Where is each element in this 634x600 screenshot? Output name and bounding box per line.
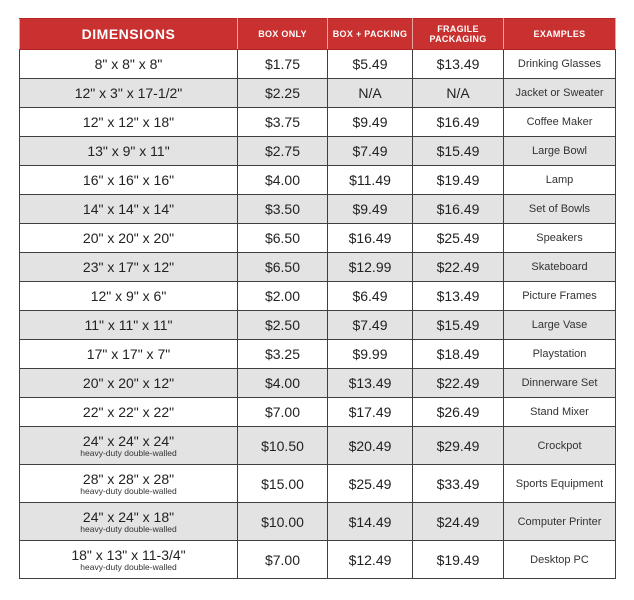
fragile-packaging-price: N/A (413, 79, 504, 108)
table-row (20, 195, 616, 224)
fragile-packaging-price: $15.49 (413, 311, 504, 340)
box-only-price: $4.00 (238, 166, 328, 195)
box-only-price: $4.00 (238, 369, 328, 398)
example-item: Skateboard (504, 253, 616, 282)
dimensions-cell (20, 253, 238, 282)
table-body (20, 50, 616, 579)
fragile-packaging-price: $33.49 (413, 465, 504, 503)
dimensions-text: 12" x 9" x 6" (90, 287, 167, 304)
dimensions-text: 24" x 24" x 24" (82, 432, 175, 449)
table-row (20, 427, 616, 465)
box-packing-price: $9.49 (328, 108, 413, 137)
table-row (20, 369, 616, 398)
fragile-packaging-price: $13.49 (413, 282, 504, 311)
box-only-price: $10.00 (238, 503, 328, 541)
dimensions-text: 16" x 16" x 16" (82, 171, 175, 188)
box-only-price: $7.00 (238, 398, 328, 427)
fragile-packaging-price: $25.49 (413, 224, 504, 253)
box-packing-price: $25.49 (328, 465, 413, 503)
box-only-price: $2.50 (238, 311, 328, 340)
dimensions-text: 12" x 3" x 17-1/2" (74, 84, 183, 101)
box-only-price: $7.00 (238, 541, 328, 579)
box-only-price: $2.00 (238, 282, 328, 311)
dimensions-text: 20" x 20" x 20" (82, 229, 175, 246)
example-item: Picture Frames (504, 282, 616, 311)
example-item: Large Vase (504, 311, 616, 340)
dimensions-text: 11" x 11" x 11" (84, 316, 173, 333)
box-packing-price: $20.49 (328, 427, 413, 465)
table-row (20, 465, 616, 503)
box-only-price: $3.50 (238, 195, 328, 224)
table-header-row (20, 19, 616, 50)
box-packing-price: $9.99 (328, 340, 413, 369)
dimensions-cell (20, 195, 238, 224)
table-row (20, 340, 616, 369)
table-row (20, 108, 616, 137)
box-packing-price: $17.49 (328, 398, 413, 427)
dimensions-note: heavy-duty double-walled (80, 523, 177, 534)
dimensions-cell (20, 369, 238, 398)
table-row (20, 137, 616, 166)
dimensions-cell (20, 282, 238, 311)
example-item: Sports Equipment (504, 465, 616, 503)
example-item: Large Bowl (504, 137, 616, 166)
header-dimensions: DIMENSIONS (20, 19, 238, 50)
dimensions-text: 23" x 17" x 12" (82, 258, 175, 275)
dimensions-cell (20, 340, 238, 369)
example-item: Desktop PC (504, 541, 616, 579)
fragile-packaging-price: $16.49 (413, 108, 504, 137)
box-only-price: $3.75 (238, 108, 328, 137)
box-only-price: $6.50 (238, 224, 328, 253)
table-row (20, 253, 616, 282)
box-packing-price: $13.49 (328, 369, 413, 398)
example-item: Jacket or Sweater (504, 79, 616, 108)
dimensions-text: 24" x 24" x 18" (82, 508, 175, 525)
fragile-packaging-price: $18.49 (413, 340, 504, 369)
box-packing-price: $11.49 (328, 166, 413, 195)
example-item: Set of Bowls (504, 195, 616, 224)
fragile-packaging-price: $19.49 (413, 166, 504, 195)
box-packing-price: $7.49 (328, 137, 413, 166)
dimensions-cell (20, 79, 238, 108)
dimensions-cell (20, 224, 238, 253)
box-only-price: $1.75 (238, 50, 328, 79)
box-only-price: $15.00 (238, 465, 328, 503)
header-box-only: BOX ONLY (238, 19, 328, 50)
box-packing-price: $5.49 (328, 50, 413, 79)
fragile-packaging-price: $24.49 (413, 503, 504, 541)
dimensions-cell (20, 50, 238, 79)
dimensions-note: heavy-duty double-walled (80, 447, 177, 458)
example-item: Dinnerware Set (504, 369, 616, 398)
dimensions-text: 18" x 13" x 11-3/4" (71, 546, 186, 563)
header-box-packing: BOX + PACKING (328, 19, 413, 50)
dimensions-text: 28" x 28" x 28" (82, 470, 175, 487)
dimensions-cell (20, 427, 238, 465)
table-row (20, 541, 616, 579)
dimensions-text: 12" x 12" x 18" (82, 113, 175, 130)
dimensions-cell (20, 108, 238, 137)
dimensions-text: 14" x 14" x 14" (82, 200, 175, 217)
dimensions-note: heavy-duty double-walled (80, 561, 177, 572)
example-item: Lamp (504, 166, 616, 195)
dimensions-cell (20, 541, 238, 579)
pricing-table-container (19, 18, 615, 579)
header-examples: EXAMPLES (504, 19, 616, 50)
dimensions-cell (20, 398, 238, 427)
table-row (20, 224, 616, 253)
table-row (20, 50, 616, 79)
example-item: Drinking Glasses (504, 50, 616, 79)
box-only-price: $2.75 (238, 137, 328, 166)
example-item: Coffee Maker (504, 108, 616, 137)
dimensions-cell (20, 166, 238, 195)
table-row (20, 166, 616, 195)
fragile-packaging-price: $13.49 (413, 50, 504, 79)
box-packing-price: $14.49 (328, 503, 413, 541)
dimensions-text: 22" x 22" x 22" (82, 403, 175, 420)
fragile-packaging-price: $22.49 (413, 369, 504, 398)
box-only-price: $10.50 (238, 427, 328, 465)
box-only-price: $2.25 (238, 79, 328, 108)
box-packing-price: $16.49 (328, 224, 413, 253)
box-packing-price: N/A (328, 79, 413, 108)
dimensions-text: 13" x 9" x 11" (87, 142, 170, 159)
box-pricing-table (19, 18, 616, 579)
header-fragile-packaging: FRAGILE PACKAGING (413, 19, 504, 50)
dimensions-cell (20, 503, 238, 541)
fragile-packaging-price: $16.49 (413, 195, 504, 224)
box-only-price: $6.50 (238, 253, 328, 282)
table-row (20, 503, 616, 541)
fragile-packaging-price: $26.49 (413, 398, 504, 427)
dimensions-cell (20, 465, 238, 503)
dimensions-cell (20, 137, 238, 166)
box-packing-price: $9.49 (328, 195, 413, 224)
fragile-packaging-price: $22.49 (413, 253, 504, 282)
dimensions-cell (20, 311, 238, 340)
table-row (20, 311, 616, 340)
example-item: Playstation (504, 340, 616, 369)
example-item: Crockpot (504, 427, 616, 465)
dimensions-text: 8" x 8" x 8" (94, 55, 163, 72)
example-item: Speakers (504, 224, 616, 253)
dimensions-text: 17" x 17" x 7" (86, 345, 171, 362)
box-only-price: $3.25 (238, 340, 328, 369)
example-item: Computer Printer (504, 503, 616, 541)
box-packing-price: $12.99 (328, 253, 413, 282)
example-item: Stand Mixer (504, 398, 616, 427)
table-row (20, 398, 616, 427)
dimensions-note: heavy-duty double-walled (80, 485, 177, 496)
box-packing-price: $12.49 (328, 541, 413, 579)
fragile-packaging-price: $15.49 (413, 137, 504, 166)
fragile-packaging-price: $19.49 (413, 541, 504, 579)
box-packing-price: $7.49 (328, 311, 413, 340)
table-row (20, 282, 616, 311)
dimensions-text: 20" x 20" x 12" (82, 374, 175, 391)
fragile-packaging-price: $29.49 (413, 427, 504, 465)
box-packing-price: $6.49 (328, 282, 413, 311)
table-row (20, 79, 616, 108)
